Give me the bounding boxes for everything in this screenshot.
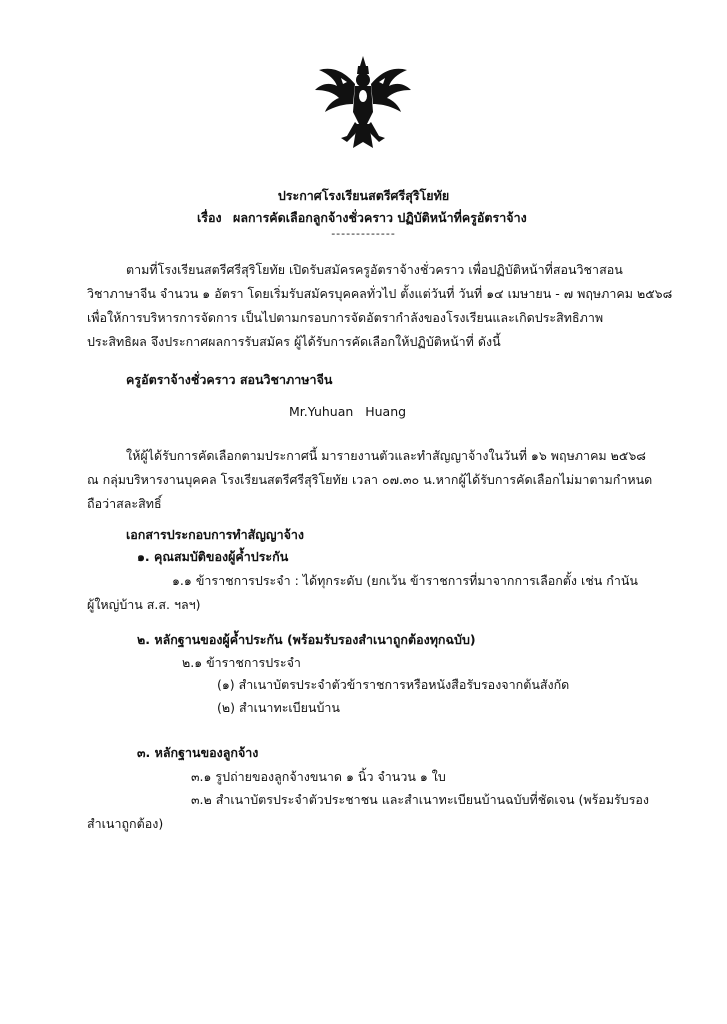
- documents-heading: เอกสารประกอบการทำสัญญาจ้าง: [126, 527, 305, 542]
- intro-line-1: ตามที่โรงเรียนสตรีศรีสุริโยทัย เปิดรับสมัครครูอัตราจ้างชั่วคราว เพื่อปฏิบัติหน้าที่สอนวิชาสอน: [126, 262, 623, 277]
- section-1-1-line-1: ๑.๑ ข้าราชการประจำ : ได้ทุกระดับ (ยกเว้น ข้าราชการที่มาจากการเลือกตั้ง เช่น กำนัน: [172, 573, 638, 588]
- announcement-title: ประกาศโรงเรียนสตรีศรีสุริโยทัย: [277, 188, 450, 203]
- section-3-1: ๓.๑ รูปถ่ายของลูกจ้างขนาด ๑ นิ้ว จำนวน ๑ ใบ: [191, 769, 446, 784]
- section-2-1: ๒.๑ ข้าราชการประจำ: [182, 655, 301, 670]
- intro-line-3: เพื่อให้การบริหารการจัดการ เป็นไปตามกรอบการจัดอัตรากำลังของโรงเรียนและเกิดประสิทธิภาพ: [87, 310, 604, 325]
- title-divider: -------------: [331, 227, 396, 240]
- subject-label: เรื่อง: [197, 210, 222, 225]
- intro-line-2: วิชาภาษาจีน จำนวน ๑ อัตรา โดยเริ่มรับสมัครบุคคลทั่วไป ตั้งแต่วันที่ วันที่ ๑๔ เมษายน - ๗ พฤษภาคม ๒๕๖๘: [87, 286, 673, 301]
- position-heading: ครูอัตราจ้างชั่วคราว สอนวิชาภาษาจีน: [126, 372, 333, 387]
- section-2-title: ๒. หลักฐานของผู้ค้ำประกัน (พร้อมรับรองสำเนาถูกต้องทุกฉบับ): [137, 632, 476, 647]
- section-2-1-item-2: (๒) สำเนาทะเบียนบ้าน: [217, 700, 340, 715]
- selected-candidate-name: Mr.Yuhuan Huang: [289, 404, 407, 419]
- section-1-title: ๑. คุณสมบัติของผู้ค้ำประกัน: [137, 549, 289, 564]
- report-line-2: ณ กลุ่มบริหารงานบุคคล โรงเรียนสตรีศรีสุริโยทัย เวลา ๐๗.๓๐ น.หากผู้ได้รับการคัดเลือกไม่มาตามกำหนด: [87, 472, 653, 487]
- report-line-3: ถือว่าสละสิทธิ์: [87, 496, 162, 511]
- section-3-title: ๓. หลักฐานของลูกจ้าง: [137, 745, 259, 760]
- intro-line-4: ประสิทธิผล จึงประกาศผลการรับสมัคร ผู้ได้รับการคัดเลือกให้ปฏิบัติหน้าที่ ดังนี้: [87, 334, 501, 349]
- section-3-2-line-2: สำเนาถูกต้อง): [87, 816, 164, 831]
- section-1-1-line-2: ผู้ใหญ่บ้าน ส.ส. ฯลฯ): [87, 597, 201, 612]
- report-line-1: ให้ผู้ได้รับการคัดเลือกตามประกาศนี้ มารายงานตัวและทำสัญญาจ้างในวันที่ ๑๖ พฤษภาคม ๒๕๖๘: [126, 448, 646, 463]
- subject-text: ผลการคัดเลือกลูกจ้างชั่วคราว ปฏิบัติหน้าที่ครูอัตราจ้าง: [233, 210, 527, 225]
- section-3-2-line-1: ๓.๒ สำเนาบัตรประจำตัวประชาชน และสำเนาทะเบียนบ้านฉบับที่ชัดเจน (พร้อมรับรอง: [191, 792, 650, 807]
- section-2-1-item-1: (๑) สำเนาบัตรประจำตัวข้าราชการหรือหนังสือรับรองจากต้นสังกัด: [217, 677, 570, 692]
- garuda-emblem-icon: [311, 52, 415, 156]
